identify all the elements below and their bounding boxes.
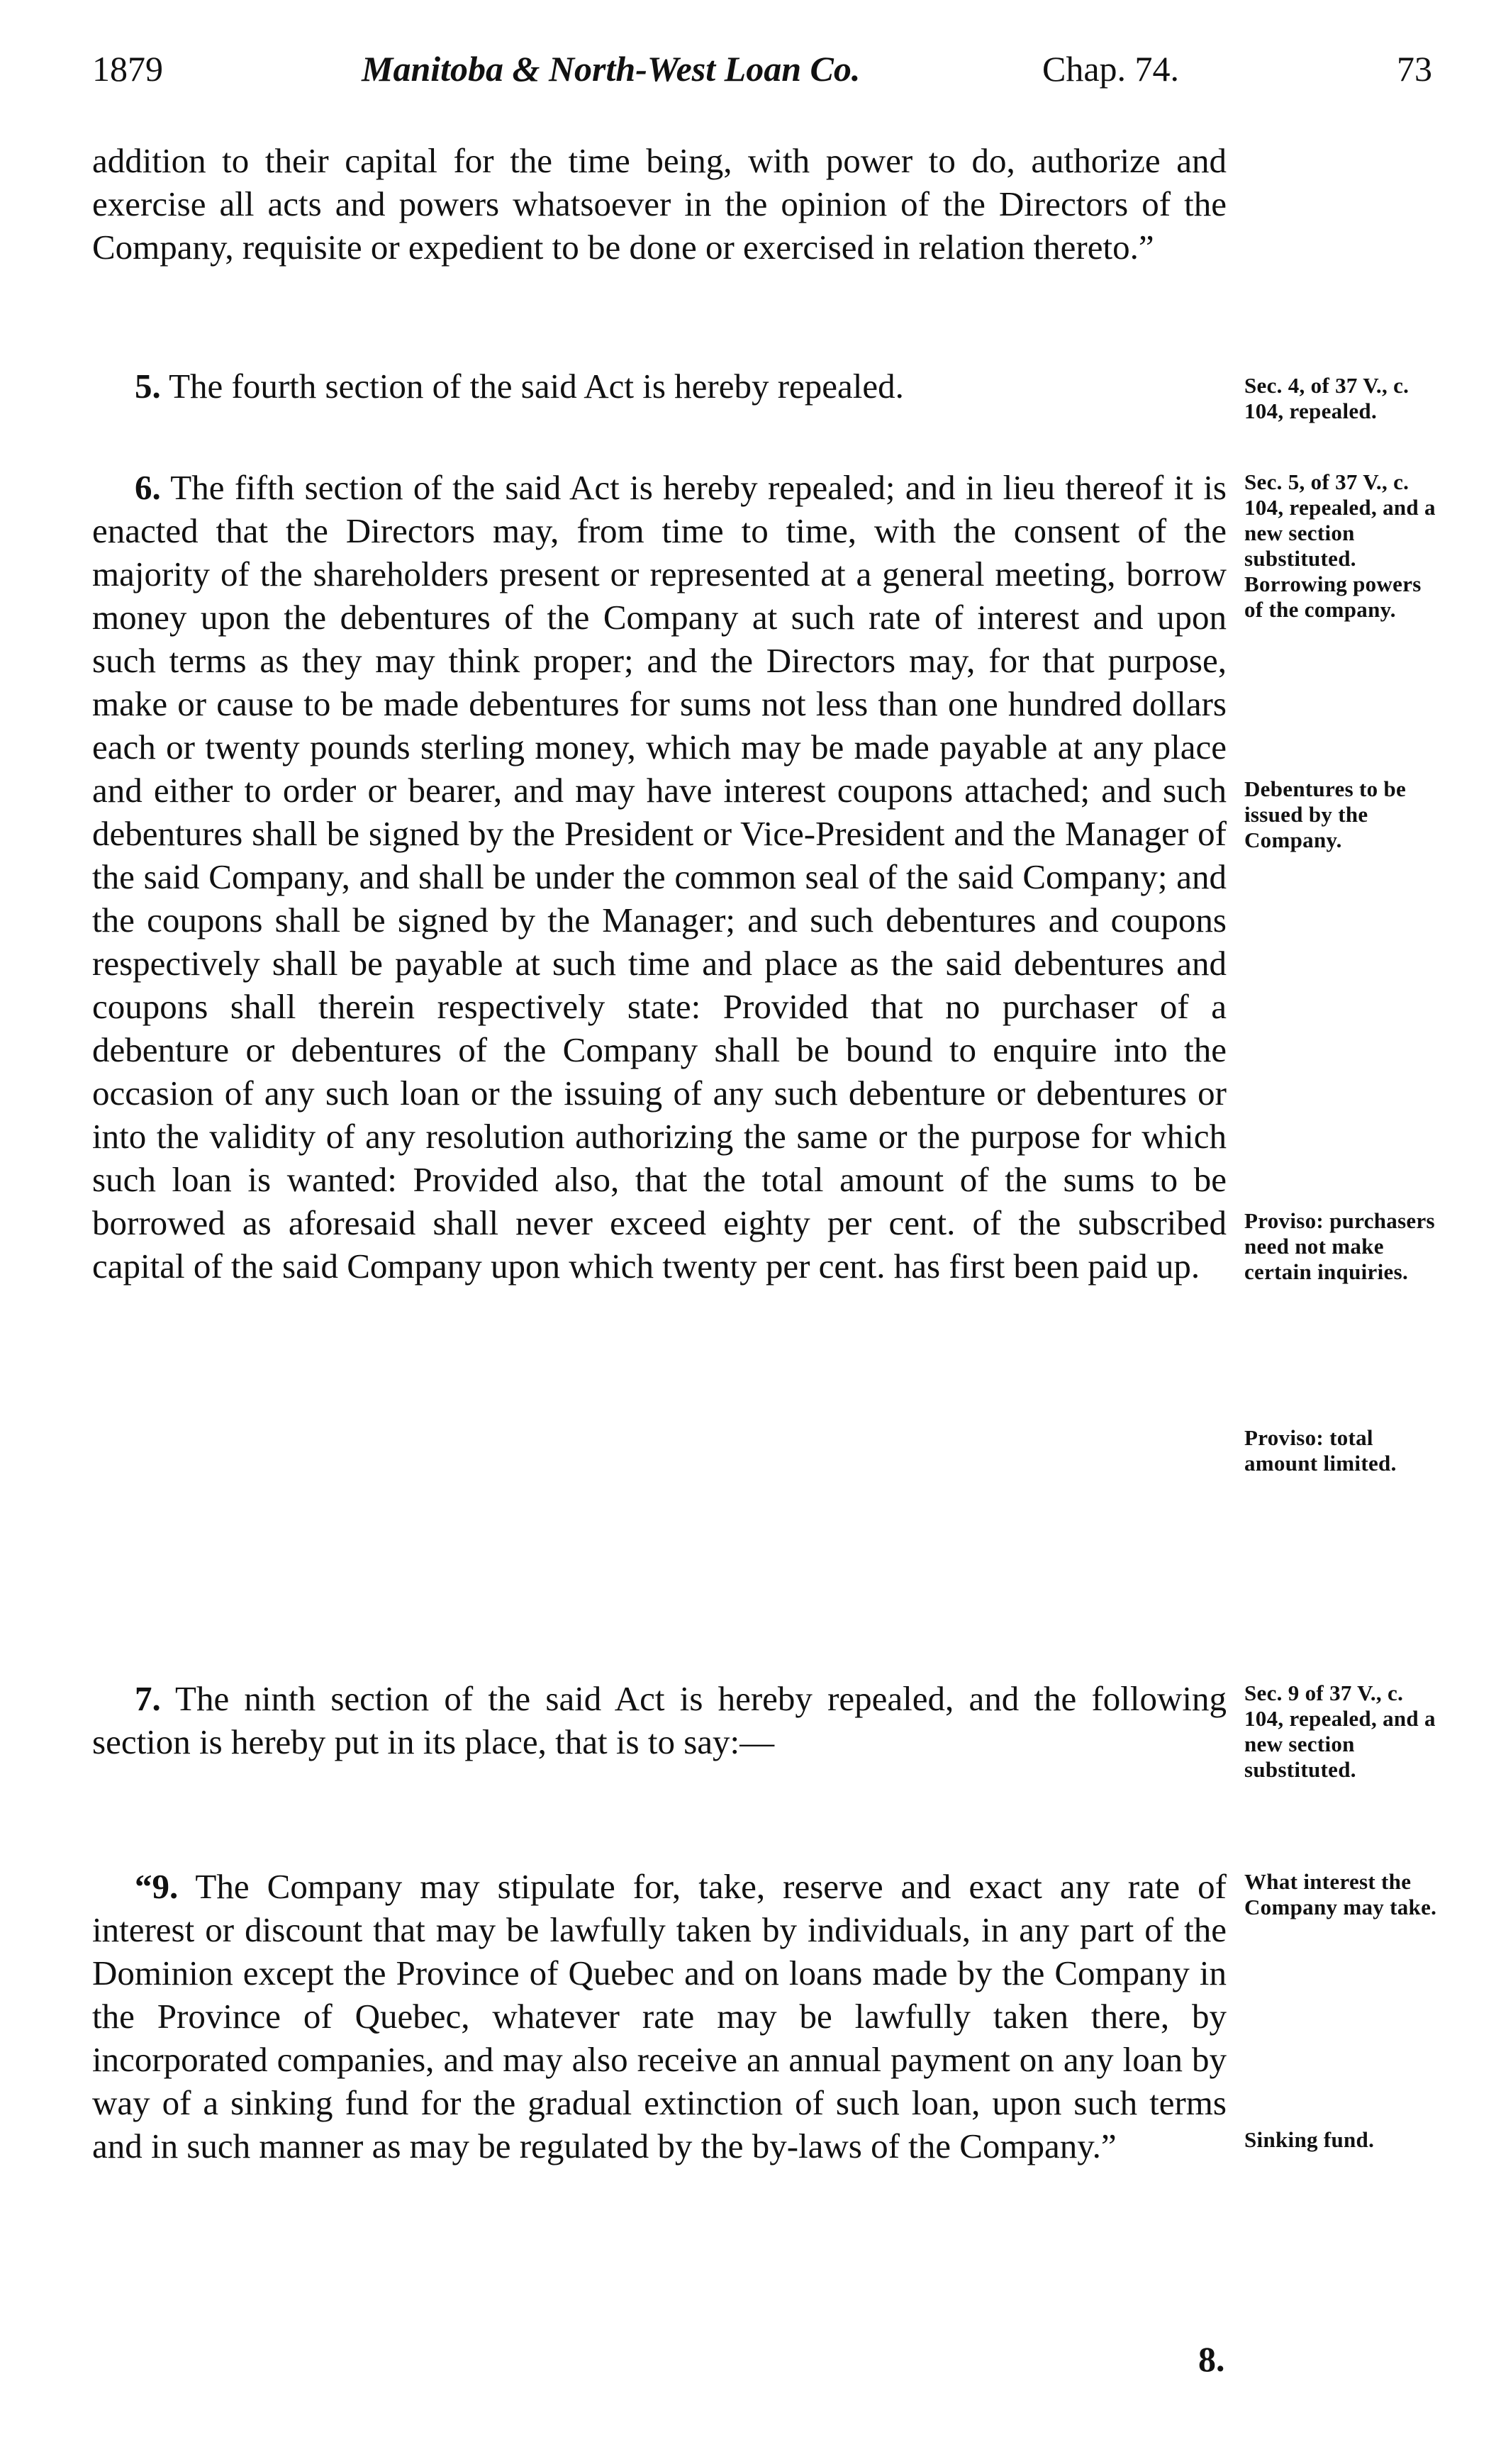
margin-note: Sinking fund.: [1244, 2127, 1375, 2152]
section-number: 6.: [135, 468, 161, 507]
header-chapter: Chap. 74.: [1042, 49, 1180, 89]
margin-note: Sec. 5, of 37 V., c. 104, repealed, and a new section substituted. Borrowing powers of the company.: [1244, 469, 1436, 622]
header-title: Manitoba & North-West Loan Co.: [362, 49, 861, 89]
section-number: “9.: [135, 1867, 179, 1906]
margin-note: Debentures to be issued by the Company.: [1244, 776, 1407, 852]
margin-note: What interest the Company may take.: [1244, 1869, 1437, 1919]
header-year: 1879: [92, 49, 163, 89]
margin-note: Proviso: total amount limited.: [1244, 1425, 1397, 1476]
section-5: [92, 364, 1227, 408]
section-number: 7.: [135, 1679, 161, 1718]
paragraph-continuation: [92, 139, 1227, 269]
margin-note: Proviso: purchasers need not make certain inquiries.: [1244, 1208, 1435, 1284]
paragraph-text: The fifth section of the said Act is hereby repealed; and in lieu thereof it is enacted that the Directors may, from time to time, with the consent of the majority of the shareholders present or represented at a general meeting, borrow money upon the debentures of the Company at such rate of interest and upon such terms as they may think proper; and the Directors may, for that purpose, make or cause to be made debentures for sums not less than one hundred dollars each or twenty pounds sterling money, which may be made payable at any place and either to order or bearer, and may have interest coupons attached; and such debentures shall be signed by the President or Vice-President and the Manager of the said Company, and shall be under the common seal of the said Company; and the coupons shall be signed by the Manager; and such debentures and coupons respectively shall be payable at such time and place as the said debentures and coupons shall therein respectively state: Provided that no purchaser of a debenture or debentures of the Company shall be bound to enquire into the occasion of any such loan or the issuing of any such debenture or debentures or into the validity of any resolution authorizing the same or the purpose for which such loan is wanted: Provided also, that the total amount of the sums to be borrowed as aforesaid shall never exceed eighty per cent. of the subscribed capital of the said Company upon which twenty per cent. has first been paid up.: [92, 468, 1227, 1286]
section-6: [92, 466, 1227, 1288]
paragraph-text: The ninth section of the said Act is hereby repealed, and the following section is hereby put in its place, that is to say:—: [92, 1679, 1227, 1761]
margin-note: Sec. 9 of 37 V., c. 104, repealed, and a new section substituted.: [1244, 1680, 1436, 1782]
header-page-number: 73: [1397, 49, 1432, 89]
catchword: 8.: [1198, 2339, 1225, 2379]
paragraph-text: addition to their capital for the time being, with power to do, authorize and exercise all acts and powers whatsoever in the opinion of the Directors of the Company, requisite or expedient to be done or exercised in relation thereto.”: [92, 141, 1227, 267]
paragraph-text: The fourth section of the said Act is hereby repealed.: [160, 367, 904, 406]
running-header: [92, 48, 1432, 98]
section-9-quoted: [92, 1865, 1227, 2168]
section-7: [92, 1677, 1227, 1763]
margin-note: Sec. 4, of 37 V., c. 104, repealed.: [1244, 373, 1410, 423]
section-number: 5.: [135, 367, 161, 406]
paragraph-text: The Company may stipulate for, take, reserve and exact any rate of interest or discount that may be lawfully taken by individuals, in any part of the Dominion except the Province of Quebec and on loans made by the Company in the Province of Quebec, whatever rate may be lawfully taken there, by incorporated companies, and may also receive an annual payment on any loan by way of a sinking fund for the gradual extinction of such loan, upon such terms and in such manner as may be regulated by the by-laws of the Company.”: [92, 1867, 1227, 2165]
